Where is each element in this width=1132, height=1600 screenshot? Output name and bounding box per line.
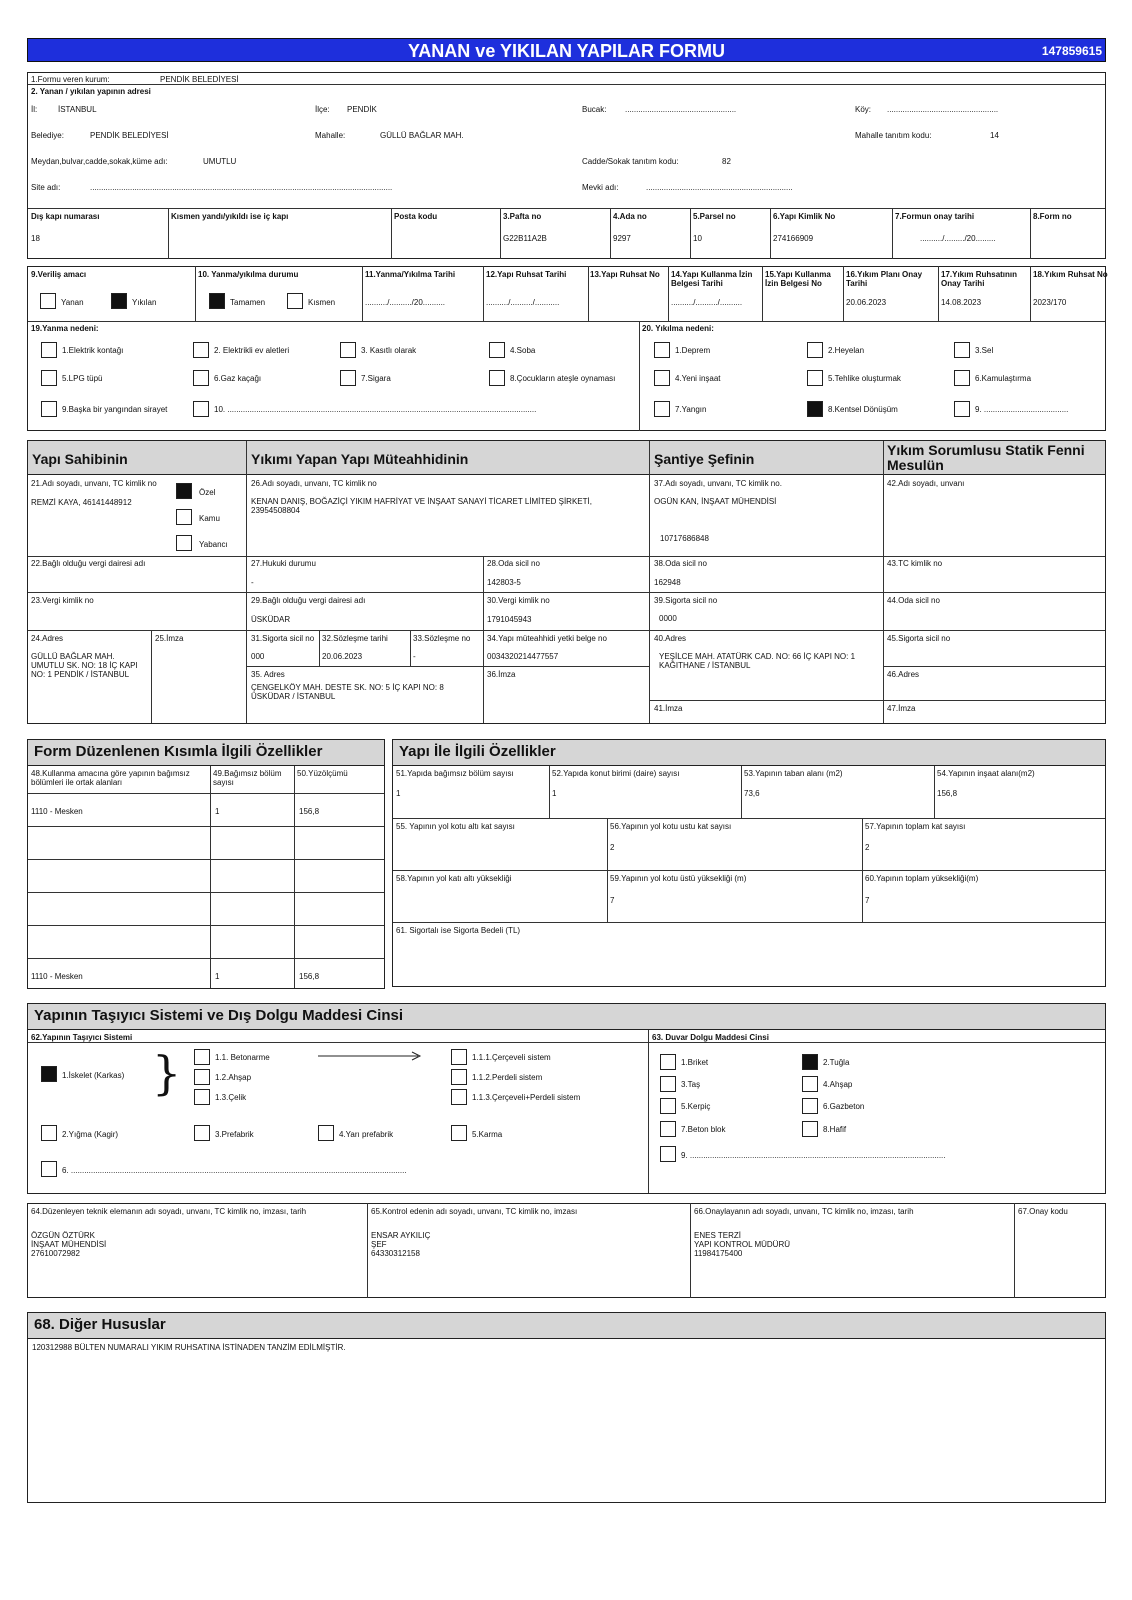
other-system-checkbox[interactable] — [41, 1161, 57, 1177]
issuer-value: PENDİK BELEDİYESİ — [160, 75, 239, 84]
site-chief-name-value: OGÜN KAN, İNŞAAT MÜHENDİSİ — [654, 497, 777, 506]
contractor-header: Yıkımı Yapan Yapı Müteahhidinin — [251, 451, 469, 467]
burn-reason-2-checkbox[interactable] — [193, 342, 209, 358]
contractor-signature-label: 36.İmza — [487, 670, 516, 679]
site-value: ........................................................................................................................................ — [90, 183, 393, 192]
briket-checkbox[interactable] — [660, 1054, 676, 1070]
burn-reason-5-checkbox[interactable] — [41, 370, 57, 386]
owner-name-label: 21.Adı soyadı, unvanı, TC kimlik no — [31, 479, 157, 488]
legal-status-value: - — [251, 578, 254, 587]
beton-blok-checkbox[interactable] — [660, 1121, 676, 1137]
tugla-label: 2.Tuğla — [823, 1058, 850, 1067]
other-notes-text: 120312988 BÜLTEN NUMARALI YIKIM RUHSATINA İSTİNADEN TANZİM EDİLMİŞTİR. — [32, 1343, 346, 1352]
street-label: Meydan,bulvar,cadde,sokak,küme adı: — [31, 157, 168, 166]
form-title: YANAN ve YIKILAN YAPILAR FORMU — [407, 41, 726, 61]
prefabrik-checkbox[interactable] — [194, 1125, 210, 1141]
address-block — [27, 72, 1106, 259]
contractor-address-label: 35. Adres — [251, 670, 285, 679]
floors-below-label: 55. Yapının yol kotu altı kat sayısı — [396, 822, 515, 831]
unit-count-col-header: 49.Bağımsız bölüm sayısı — [213, 769, 282, 787]
demolish-reason-3: 3.Sel — [975, 346, 994, 355]
signature-block — [27, 1203, 1106, 1298]
table-row-6-area: 156,8 — [299, 972, 320, 981]
celik-checkbox[interactable] — [194, 1089, 210, 1105]
gazbeton-label: 6.Gazbeton — [823, 1102, 865, 1111]
site-chief-id-value: 10717686848 — [660, 534, 709, 543]
mahalle-code-value: 14 — [990, 131, 999, 140]
iskelet-label: 1.İskelet (Karkas) — [62, 1071, 125, 1080]
ilce-label: İlçe: — [315, 105, 330, 114]
chief-address-value: YEŞİLCE MAH. ATATÜRK CAD. NO: 66 İÇ KAPI NO: 1 KAĞITHANE / İSTANBUL — [659, 652, 856, 670]
site-chief-header: Şantiye Şefinin — [654, 451, 755, 467]
prepared-by-title: İNŞAAT MÜHENDİSİ — [31, 1240, 107, 1249]
parsel-label: 5.Parsel no — [693, 212, 736, 221]
ada-label: 4.Ada no — [613, 212, 647, 221]
mevki-value: .................................................................. — [646, 183, 793, 192]
karma-label: 5.Karma — [472, 1130, 503, 1139]
cerceve-perde-checkbox[interactable] — [451, 1089, 467, 1105]
unit-count-label: 51.Yapıda bağımsız bölüm sayısı — [396, 769, 514, 778]
construction-area-value: 156,8 — [937, 789, 958, 798]
burn-reason-3: 3. Kasıtlı olarak — [361, 346, 417, 355]
belediye-label: Belediye: — [31, 131, 64, 140]
demolish-reason-7: 7.Yangın — [675, 405, 707, 414]
yabanci-label: Yabancı — [199, 540, 228, 549]
burn-reason-5: 5.LPG tüpü — [62, 374, 103, 383]
burn-date-value: ........../........../20.......... — [365, 298, 446, 307]
burn-reason-title: 19.Yanma nedeni: — [31, 324, 99, 333]
betonarme-label: 1.1. Betonarme — [215, 1053, 270, 1062]
demolition-permit-date-label: 17.Yıkım Ruhsatının Onay Tarihi — [941, 270, 1018, 288]
prepared-by-id: 27610072982 — [31, 1249, 80, 1258]
burn-reason-4-checkbox[interactable] — [489, 342, 505, 358]
ada-value: 9297 — [613, 234, 631, 243]
issuer-label: 1.Formu veren kurum: — [31, 75, 110, 84]
perde-checkbox[interactable] — [451, 1069, 467, 1085]
pafta-value: G22B11A2B — [503, 234, 547, 243]
approval-date-value: ........../........./20......... — [920, 234, 996, 243]
dwelling-count-value: 1 — [552, 789, 557, 798]
owner-address-label: 24.Adres — [31, 634, 64, 643]
ozel-label: Özel — [199, 488, 216, 497]
demolish-reason-5: 5.Tehlike oluşturmak — [828, 374, 901, 383]
mahalle-value: GÜLLÜ BAĞLAR MAH. — [380, 131, 464, 140]
demolish-reason-8-checkbox[interactable] — [807, 401, 823, 417]
contractor-name-label: 26.Adı soyadı, unvanı, TC kimlik no — [251, 479, 377, 488]
burn-reason-2: 2. Elektrikli ev aletleri — [214, 346, 290, 355]
burn-reason-6-checkbox[interactable] — [193, 370, 209, 386]
ahsap-infill-label: 4.Ahşap — [823, 1080, 853, 1089]
static-name-label: 42.Adı soyadı, unvanı — [887, 479, 965, 488]
contractor-license-label: 34.Yapı müteahhidi yetki belge no — [487, 634, 607, 643]
checked-by-name: ENSAR AYKILIÇ — [371, 1231, 431, 1240]
burn-date-label: 11.Yanma/Yıkılma Tarihi — [365, 270, 456, 279]
kerpic-checkbox[interactable] — [660, 1098, 676, 1114]
chief-chamber-reg-value: 162948 — [654, 578, 681, 587]
kamu-label: Kamu — [199, 514, 220, 523]
demolish-reason-2-checkbox[interactable] — [807, 342, 823, 358]
insurance-no-label: 31.Sigorta sicil no — [251, 634, 315, 643]
unit-count-value: 1 — [396, 789, 401, 798]
demolish-reason-2: 2.Heyelan — [828, 346, 865, 355]
static-chamber-label: 44.Oda sicil no — [887, 596, 940, 605]
status-label: 10. Yanma/yıkılma durumu — [198, 270, 299, 279]
door-no-value: 18 — [31, 234, 40, 243]
street-code-label: Cadde/Sokak tanıtım kodu: — [582, 157, 679, 166]
cerceve-checkbox[interactable] — [451, 1049, 467, 1065]
owner-header: Yapı Sahibinin — [32, 451, 128, 467]
yikilan-label: Yıkılan — [132, 298, 157, 307]
approved-by-title: YAPI KONTROL MÜDÜRÜ — [694, 1240, 791, 1249]
karma-checkbox[interactable] — [451, 1125, 467, 1141]
static-insurance-label: 45.Sigorta sicil no — [887, 634, 951, 643]
koy-label: Köy: — [855, 105, 872, 114]
base-area-label: 53.Yapının taban alanı (m2) — [744, 769, 843, 778]
height-above-value: 7 — [610, 896, 615, 905]
inner-door-label: Kısmen yandı/yıkıldı ise iç kapı — [171, 212, 289, 221]
permit-no-label: 13.Yapı Ruhsat No — [590, 270, 660, 279]
burn-reason-9: 9.Başka bir yangından sirayet — [62, 405, 168, 414]
yigma-checkbox[interactable] — [41, 1125, 57, 1141]
chief-insurance-label: 39.Sigorta sicil no — [654, 596, 718, 605]
chief-address-label: 40.Adres — [654, 634, 687, 643]
burn-reason-1: 1.Elektrik kontağı — [62, 346, 124, 355]
structure-title: Yapının Taşıyıcı Sistemi ve Dış Dolgu Maddesi Cinsi — [28, 1004, 1105, 1030]
table-row-1-count: 1 — [215, 807, 220, 816]
celik-label: 1.3.Çelik — [215, 1093, 247, 1102]
burn-reason-3-checkbox[interactable] — [340, 342, 356, 358]
prepared-by-label: 64.Düzenleyen teknik elemanın adı soyadı, unvanı, TC kimlik no, imzası, tarih — [31, 1207, 307, 1216]
cerceve-label: 1.1.1.Çerçeveli sistem — [472, 1053, 551, 1062]
yari-prefabrik-checkbox[interactable] — [318, 1125, 334, 1141]
yari-prefabrik-label: 4.Yarı prefabrik — [339, 1130, 394, 1139]
ozel-checkbox[interactable] — [176, 483, 192, 499]
static-address-label: 46.Adres — [887, 670, 920, 679]
gazbeton-checkbox[interactable] — [802, 1098, 818, 1114]
usage-col-header: 48.Kullanma amacına göre yapının bağımsız bölümleri ile ortak alanları — [31, 769, 190, 787]
yanan-label: Yanan — [61, 298, 84, 307]
usage-permit-no-label: 15.Yapı Kullanma İzin Belgesi No — [765, 270, 831, 288]
demolish-reason-6-checkbox[interactable] — [954, 370, 970, 386]
parsel-value: 10 — [693, 234, 702, 243]
chief-chamber-reg-label: 38.Oda sicil no — [654, 559, 707, 568]
yanan-checkbox[interactable] — [40, 293, 56, 309]
contractor-name-value: KENAN DANIŞ, BOĞAZİÇİ YIKIM HAFRİYAT VE İNŞAAT SANAYİ TİCARET LİMİTED ŞİRKETİ, 23954508804 — [251, 497, 592, 515]
mevki-label: Mevki adı: — [582, 183, 619, 192]
address-title: 2. Yanan / yıkılan yapının adresi — [31, 87, 151, 96]
height-below-label: 58.Yapının yol katı altı yüksekliği — [396, 874, 512, 883]
burn-reason-7: 7.Sigara — [361, 374, 391, 383]
building-id-value: 274166909 — [773, 234, 814, 243]
static-engineer-header: Yıkım Sorumlusu Statik Fenni Mesulün — [887, 442, 1085, 473]
contractor-tax-no-label: 30.Vergi kimlik no — [487, 596, 550, 605]
koy-value: .................................................. — [887, 105, 999, 114]
usage-permit-date-label: 14.Yapı Kullanma İzin Belgesi Tarihi — [671, 270, 753, 288]
beton-blok-label: 7.Beton blok — [681, 1125, 726, 1134]
bucak-value: .................................................. — [625, 105, 737, 114]
burn-reason-10-checkbox[interactable] — [193, 401, 209, 417]
site-chief-name-label: 37.Adı soyadı, unvanı, TC kimlik no. — [654, 479, 782, 488]
approval-code-label: 67.Onay kodu — [1018, 1207, 1068, 1216]
static-tc-label: 43.TC kimlik no — [887, 559, 943, 568]
belediye-value: PENDİK BELEDİYESİ — [90, 131, 169, 140]
yigma-label: 2.Yığma (Kagir) — [62, 1130, 119, 1139]
ahsap-infill-checkbox[interactable] — [802, 1076, 818, 1092]
mahalle-code-label: Mahalle tanıtım kodu: — [855, 131, 932, 140]
other-infill-checkbox[interactable] — [660, 1146, 676, 1162]
demolition-permit-no-value: 2023/170 — [1033, 298, 1067, 307]
checked-by-id: 64330312158 — [371, 1249, 420, 1258]
infill-material-label: 63. Duvar Dolgu Maddesi Cinsi — [652, 1033, 769, 1042]
permit-date-label: 12.Yapı Ruhsat Tarihi — [486, 270, 567, 279]
permit-date-value: ........../........../........... — [486, 298, 560, 307]
bearing-system-label: 62.Yapının Taşıyıcı Sistemi — [31, 1033, 133, 1042]
burn-reason-9-checkbox[interactable] — [41, 401, 57, 417]
arrow-icon — [318, 1051, 424, 1061]
street-value: UMUTLU — [203, 157, 237, 166]
betonarme-checkbox[interactable] — [194, 1049, 210, 1065]
static-signature-label: 47.İmza — [887, 704, 916, 713]
burn-reason-6: 6.Gaz kaçağı — [214, 374, 262, 383]
legal-status-label: 27.Hukuki durumu — [251, 559, 316, 568]
demolish-reason-4: 4.Yeni inşaat — [675, 374, 721, 383]
purpose-label: 9.Veriliş amacı — [31, 270, 87, 279]
chief-signature-label: 41.İmza — [654, 704, 683, 713]
floors-above-value: 2 — [610, 843, 615, 852]
cerceve-perde-label: 1.1.3.Çerçeveli+Perdeli sistem — [472, 1093, 581, 1102]
owner-tax-office-label: 22.Bağlı olduğu vergi dairesi adı — [31, 559, 146, 568]
height-total-label: 60.Yapının toplam yüksekliği(m) — [865, 874, 979, 883]
table-row-6-count: 1 — [215, 972, 220, 981]
yikilan-checkbox[interactable] — [111, 293, 127, 309]
kismen-checkbox[interactable] — [287, 293, 303, 309]
building-id-label: 6.Yapı Kimlik No — [773, 212, 836, 221]
form-part-title: Form Düzenlenen Kısımla İlgili Özellikler — [28, 740, 384, 766]
insurance-value-label: 61. Sigortalı ise Sigorta Bedeli (TL) — [396, 926, 521, 935]
owner-signature-label: 25.İmza — [155, 634, 184, 643]
yabanci-checkbox[interactable] — [176, 535, 192, 551]
kerpic-label: 5.Kerpiç — [681, 1102, 711, 1111]
demolish-reason-6: 6.Kamulaştırma — [975, 374, 1032, 383]
floors-total-value: 2 — [865, 843, 870, 852]
briket-label: 1.Briket — [681, 1058, 709, 1067]
mahalle-label: Mahalle: — [315, 131, 346, 140]
tamamen-label: Tamamen — [230, 298, 266, 307]
pafta-label: 3.Pafta no — [503, 212, 542, 221]
height-above-label: 59.Yapının yol kotu üstü yüksekliği (m) — [610, 874, 747, 883]
demolition-plan-date-label: 16.Yıkım Planı Onay Tarihi — [846, 270, 923, 288]
hafif-label: 8.Hafif — [823, 1125, 847, 1134]
tugla-checkbox[interactable] — [802, 1054, 818, 1070]
kismen-label: Kısmen — [308, 298, 336, 307]
demolish-reason-9: 9. ...................................... — [975, 405, 1069, 414]
chamber-reg-label: 28.Oda sicil no — [487, 559, 540, 568]
dwelling-count-label: 52.Yapıda konut birimi (daire) sayısı — [552, 769, 680, 778]
other-notes-title: 68. Diğer Hususlar — [28, 1313, 1105, 1339]
owner-address-value: GÜLLÜ BAĞLAR MAH. UMUTLU SK. NO: 18 İÇ KAPI NO: 1 PENDİK / İSTANBUL — [31, 652, 138, 679]
chamber-reg-value: 142803-5 — [487, 578, 521, 587]
checked-by-label: 65.Kontrol edenin adı soyadı, unvanı, TC kimlik no, imzası — [371, 1207, 578, 1216]
floors-above-label: 56.Yapının yol kotu ustu kat sayısı — [610, 822, 732, 831]
base-area-value: 73,6 — [744, 789, 760, 798]
demolish-reason-9-checkbox[interactable] — [954, 401, 970, 417]
floors-total-label: 57.Yapının toplam kat sayısı — [865, 822, 966, 831]
burn-reason-8-checkbox[interactable] — [489, 370, 505, 386]
ahsap-label: 1.2.Ahşap — [215, 1073, 252, 1082]
burn-reason-10: 10. ........................................................................................................................................... — [214, 405, 537, 414]
burn-reason-1-checkbox[interactable] — [41, 342, 57, 358]
table-row-6-usage: 1110 - Mesken — [31, 972, 83, 981]
contractor-tax-no-value: 1791045943 — [487, 615, 532, 624]
burn-reason-7-checkbox[interactable] — [340, 370, 356, 386]
demolish-reason-3-checkbox[interactable] — [954, 342, 970, 358]
brace-icon: } — [152, 1046, 182, 1100]
demolition-permit-date-value: 14.08.2023 — [941, 298, 982, 307]
demolish-reason-1-checkbox[interactable] — [654, 342, 670, 358]
demolish-reason-7-checkbox[interactable] — [654, 401, 670, 417]
il-label: İl: — [31, 105, 38, 114]
contractor-tax-office-label: 29.Bağlı olduğu vergi dairesi adı — [251, 596, 366, 605]
checked-by-title: ŞEF — [371, 1240, 387, 1249]
contract-date-value: 20.06.2023 — [322, 652, 363, 661]
table-row-1-usage: 1110 - Mesken — [31, 807, 83, 816]
contractor-address-value: ÇENGELKÖY MAH. DESTE SK. NO: 5 İÇ KAPI NO: 8 ÜSKÜDAR / İSTANBUL — [251, 683, 444, 701]
bucak-label: Bucak: — [582, 105, 607, 114]
postal-code-label: Posta kodu — [394, 212, 438, 221]
approval-date-label: 7.Formun onay tarihi — [895, 212, 975, 221]
tas-label: 3.Taş — [681, 1080, 701, 1089]
prepared-by-name: ÖZGÜN ÖZTÜRK — [31, 1231, 95, 1240]
demolish-reason-8: 8.Kentsel Dönüşüm — [828, 405, 898, 414]
insurance-no-value: 000 — [251, 652, 265, 661]
area-col-header: 50.Yüzölçümü — [297, 769, 348, 778]
usage-permit-date-value: ........../........../.......... — [671, 298, 743, 307]
demolish-reason-5-checkbox[interactable] — [807, 370, 823, 386]
height-total-value: 7 — [865, 896, 870, 905]
approved-by-label: 66.Onaylayanın adı soyadı, unvanı, TC kimlik no, imzası, tarih — [694, 1207, 914, 1216]
construction-area-label: 54.Yapının inşaat alanı(m2) — [937, 769, 1035, 778]
demolition-plan-date-value: 20.06.2023 — [846, 298, 887, 307]
tamamen-checkbox[interactable] — [209, 293, 225, 309]
table-row-1-area: 156,8 — [299, 807, 320, 816]
building-title: Yapı İle İlgili Özellikler — [393, 740, 1105, 766]
owner-name-value: REMZİ KAYA, 46141448912 — [31, 498, 132, 507]
street-code-value: 82 — [722, 157, 731, 166]
status-block — [27, 266, 1106, 431]
contract-no-label: 33.Sözleşme no — [413, 634, 471, 643]
contractor-tax-office-value: ÜSKÜDAR — [251, 615, 291, 624]
owner-tax-no-label: 23.Vergi kimlik no — [31, 596, 94, 605]
site-label: Site adı: — [31, 183, 61, 192]
tas-checkbox[interactable] — [660, 1076, 676, 1092]
other-notes-block — [27, 1312, 1106, 1503]
approved-by-name: ENES TERZİ — [694, 1231, 741, 1240]
demolish-reason-4-checkbox[interactable] — [654, 370, 670, 386]
kamu-checkbox[interactable] — [176, 509, 192, 525]
ilce-value: PENDİK — [347, 105, 377, 114]
contract-no-value: - — [413, 652, 416, 661]
prefabrik-label: 3.Prefabrik — [215, 1130, 254, 1139]
other-infill-label: 9. ................................................................................................................... — [681, 1151, 946, 1160]
burn-reason-8: 8.Çocukların ateşle oynaması — [510, 374, 616, 383]
hafif-checkbox[interactable] — [802, 1121, 818, 1137]
contractor-license-value: 0034320214477557 — [487, 652, 559, 661]
demolish-reason-title: 20. Yıkılma nedeni: — [642, 324, 714, 333]
iskelet-checkbox[interactable] — [41, 1066, 57, 1082]
approved-by-id: 11984175400 — [694, 1249, 743, 1258]
perde-label: 1.1.2.Perdeli sistem — [472, 1073, 543, 1082]
other-system-label: 6. ....................................................................................................................................................... — [62, 1166, 407, 1175]
chief-insurance-value: 0000 — [659, 614, 677, 623]
door-no-label: Dış kapı numarası — [31, 212, 100, 221]
demolition-permit-no-label: 18.Yıkım Ruhsat No — [1033, 270, 1108, 279]
form-no-label: 8.Form no — [1033, 212, 1072, 221]
form-id: 147859615 — [1041, 44, 1102, 58]
ahsap-checkbox[interactable] — [194, 1069, 210, 1085]
il-value: İSTANBUL — [58, 105, 97, 114]
form-header-bar — [27, 38, 1106, 62]
demolish-reason-1: 1.Deprem — [675, 346, 711, 355]
contract-date-label: 32.Sözleşme tarihi — [322, 634, 388, 643]
burn-reason-4: 4.Soba — [510, 346, 536, 355]
